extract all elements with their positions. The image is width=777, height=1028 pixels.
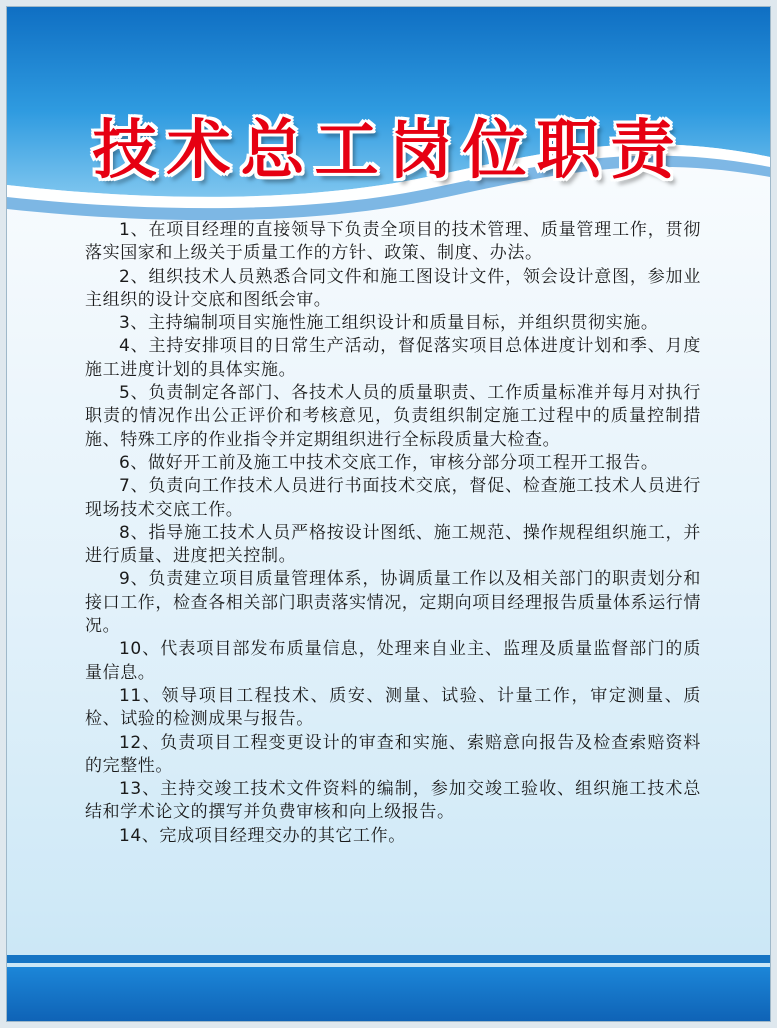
list-item: 10、代表项目部发布质量信息，处理来自业主、监理及质量监督部门的质量信息。 [85,639,701,683]
list-item: 6、做好开工前及施工中技术交底工作，审核分部分项工程开工报告。 [119,452,659,473]
footer-stripe-band [7,967,770,1021]
list-item: 5、负责制定各部门、各技术人员的质量职责、工作质量标准并每月对执行职责的情况作出公正评价和考核意见，负责组织制定施工过程中的质量控制措施、特殊工序的作业指令并定期组织进行全标段质量大检查。 [85,383,701,450]
list-item: 12、负责项目工程变更设计的审查和实施、索赔意向报告及检查索赔资料的完整性。 [85,732,701,776]
footer-stripe-thin [7,955,770,963]
list-item: 4、主持安排项目的日常生产活动，督促落实项目总体进度计划和季、月度施工进度计划的具体实施。 [85,336,701,380]
page-title: 技术总工岗位职责 [92,113,685,188]
list-item: 8、指导施工技术人员严格按设计图纸、施工规范、操作规程组织施工，并进行质量、进度把关控制。 [85,522,701,567]
list-item: 2、组织技术人员熟悉合同文件和施工图设计文件，领会设计意图，参加业主组织的设计交底和图纸会审。 [85,266,701,310]
duty-list [85,219,701,848]
poster-board [6,6,771,1022]
list-item: 14、完成项目经理交办的其它工作。 [119,825,406,846]
list-item: 3、主持编制项目实施性施工组织设计和质量目标，并组织贯彻实施。 [119,313,659,334]
list-item: 9、负责建立项目质量管理体系，协调质量工作以及相关部门的职责划分和接口工作，检查各相关部门职责落实情况，定期向项目经理报告质量体系运行情况。 [85,569,701,637]
list-item: 7、负责向工作技术人员进行书面技术交底，督促、检查施工技术人员进行现场技术交底工作。 [85,476,701,520]
list-item: 11、领导项目工程技术、质安、测量、试验、计量工作，审定测量、质检、试验的检测成果与报告。 [85,685,701,730]
list-item: 13、主持交竣工技术文件资料的编制，参加交竣工验收、组织施工技术总结和学术论文的撰写并负费审核和向上级报告。 [85,779,701,823]
list-item: 1、在项目经理的直接领导下负责全项目的技术管理、质量管理工作，贯彻落实国家和上级关于质量工作的方针、政策、制度、办法。 [85,220,701,264]
